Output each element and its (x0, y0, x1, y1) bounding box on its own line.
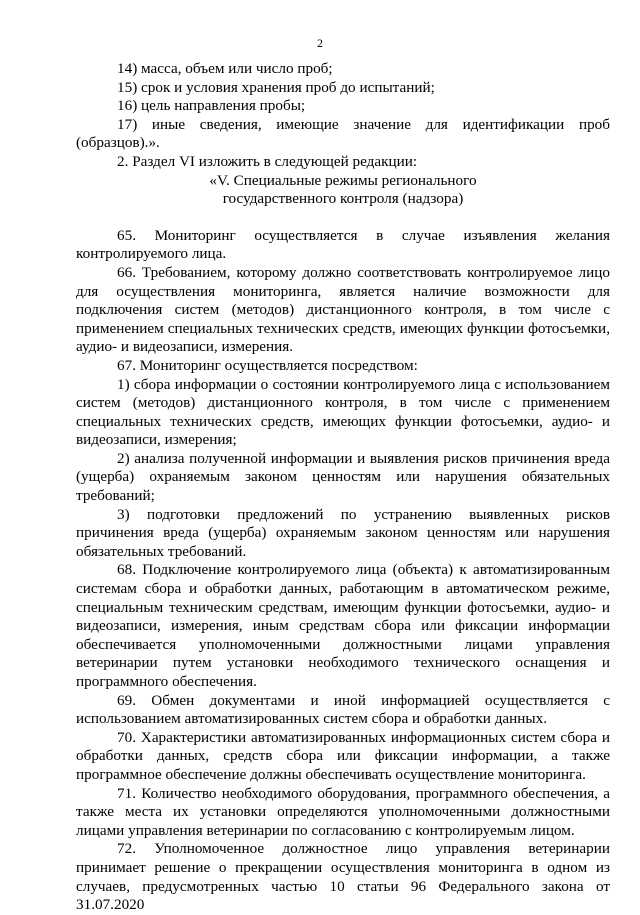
section-title-line-1: «V. Специальные режимы регионального (209, 171, 477, 189)
list-item-14: 14) масса, объем или число проб; (117, 60, 333, 77)
list-item-16: 16) цель направления пробы; (117, 97, 306, 115)
paragraph-66: 66. Требованием, которому должно соответствовать контролируемое лицо для осуществления мониторинга, является наличие возможности для подключения систем (методов) дистанционного контроля, в том числе с применением специальных технических средств, имеющих функции фотосъемки, аудио- и видеозаписи, измерения. (76, 263, 610, 356)
paragraph-71: 71. Количество необходимого оборудования, программного обеспечения, а также места их установки определяются уполномоченными должностными лицами управления ветеринарии по согласованию с контролируемым лицом. (76, 784, 610, 839)
spacer (76, 209, 610, 227)
list-item-17: 17) иные сведения, имеющие значение для идентификации проб (образцов).». (76, 115, 610, 152)
list-item-15: 15) срок и условия хранения проб до испытаний; (117, 78, 435, 96)
paragraph-67: 67. Мониторинг осуществляется посредством: (117, 356, 418, 374)
section-title-line-2: государственного контроля (надзора) (222, 190, 464, 208)
paragraph-72: 72. Уполномоченное должностное лицо управления ветеринарии принимает решение о прекращении осуществления мониторинга в одном из случаев, предусмотренных частью 10 статьи 96 Федерального закона от 31.07.2020 (76, 840, 610, 914)
paragraph-67-item-3: 3) подготовки предложений по устранению выявленных рисков причинения вреда (ущерба) охраняемым законом ценностям или нарушения обязательных требований. (76, 505, 610, 560)
paragraph-70: 70. Характеристики автоматизированных информационных систем сбора и обработки данных, средств сбора или фиксации информации, а также программное обеспечение должны обеспечивать осуществление мониторинга. (76, 728, 610, 783)
document-body (76, 60, 610, 915)
section-title (76, 172, 478, 209)
paragraph-65: 65. Мониторинг осуществляется в случае изъявления желания контролируемого лица. (76, 226, 610, 263)
paragraph-69: 69. Обмен документами и иной информацией осуществляется с использованием автоматизированных систем сбора и обработки данных. (76, 691, 610, 728)
paragraph-67-item-2: 2) анализа полученной информации и выявления рисков причинения вреда (ущерба) охраняемым законом ценностям или нарушения обязательных требований; (76, 449, 610, 505)
page-number: 2 (317, 36, 323, 50)
amendment-instruction: 2. Раздел VI изложить в следующей редакции: (117, 152, 418, 170)
paragraph-68: 68. Подключение контролируемого лица (объекта) к автоматизированным системам сбора и обработки данных, работающим в автоматическом режиме, специальным техническим средствам, имеющим функции фотосъемки, аудио- и видеозаписи, измерения, иным средствам сбора или фиксации информации обеспечивается уполномоченными должностными лицами управления ветеринарии путем установки необходимого технического оснащения и программного обеспечения. (76, 561, 610, 690)
paragraph-67-item-1: 1) сбора информации о состоянии контролируемого лица с использованием систем (методов) дистанционного контроля, в том числе с применением специальных технических средств, имеющих функции фотосъемки, аудио- и видеозаписи, измерения; (76, 375, 610, 449)
